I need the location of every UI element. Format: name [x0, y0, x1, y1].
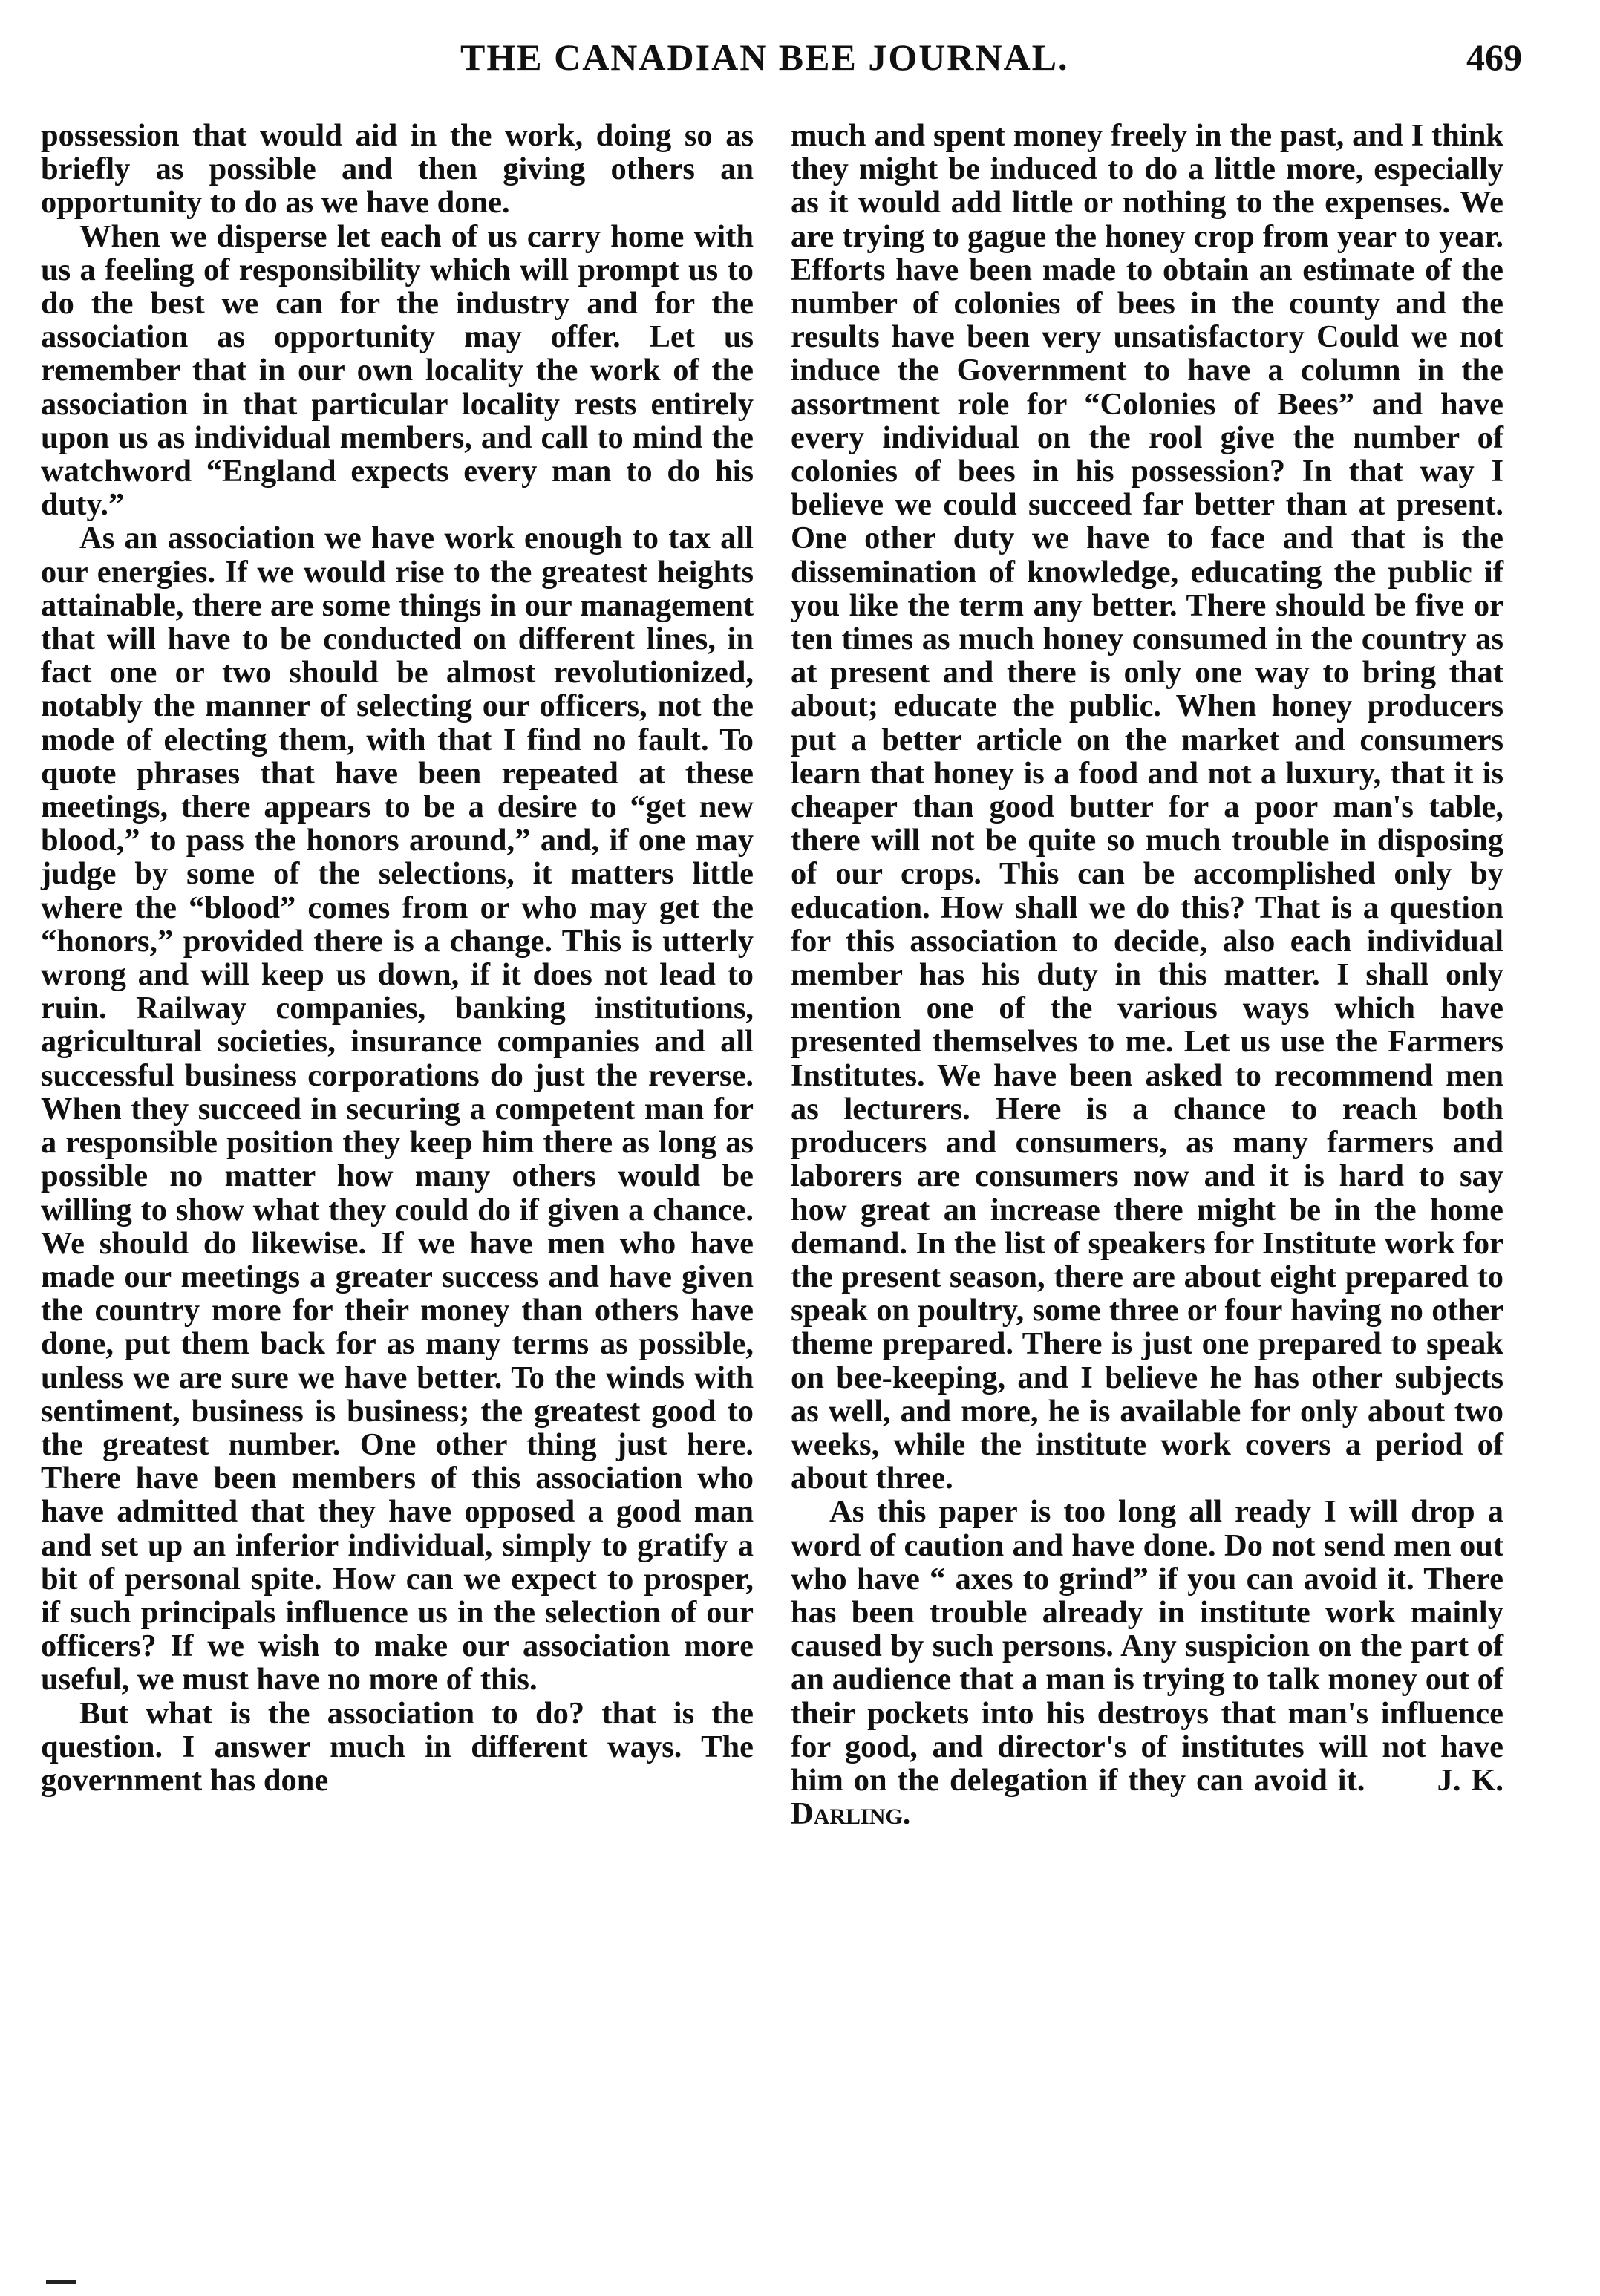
bottom-rule	[46, 2280, 76, 2284]
paragraph: possession that would aid in the work, doing so as briefly as possible and then giving others an opportunity to do as we have done.	[41, 118, 754, 221]
paragraph	[791, 1495, 1503, 1830]
left-column	[41, 119, 754, 1797]
author-signature: J. K. Darling.	[791, 1762, 1504, 1832]
right-column	[791, 119, 1503, 1830]
page-header	[45, 30, 1522, 82]
paragraph: When we disperse let each of us carry home with us a feeling of responsibility which will prompt us to do the best we can for the industry and for the association as opportunity may offer. Let us remember that in our own locality the work of the association in that particular locality rests entirely upon us as individual members, and call to mind the watchword “England expects every man to do his duty.”	[41, 218, 754, 523]
paragraph: much and spent money freely in the past, and I think they might be induced to do a little more, especially as it would add little or nothing to the expenses. We are trying to gague the honey crop from year to year. Efforts have been made to obtain an estimate of the number of colonies of bees in the county and the results have been very unsatisfactory Could we not induce the Government to have a column in the assortment role for “Colonies of Bees” and have every individual on the rool give the number of colonies of bees in his possession? In that way I believe we could succeed far better than at present. One other duty we have to face and that is the dissemination of knowledge, educating the public if you like the term any better. There should be five or ten times as much honey consumed in the country as at present and there is only one way to bring that about; educate the public. When honey producers put a better article on the market and consumers learn that honey is a food and not a luxury, that it is cheaper than good butter for a poor man's table, there will not be quite so much trouble in disposing of our crops. This can be accomplished only by education. How shall we do this? That is a question for this association to decide, also each individual member has his duty in this matter. I shall only mention one of the various ways which have presented themselves to me. Let us use the Farmers Institutes. We have been asked to recommend men as lecturers. Here is a chance to reach both producers and consumers, as many farmers and laborers are consumers now and it is hard to say how great an increase there might be in the home demand. In the list of speakers for Institute work for the present season, there are about eight prepared to speak on poultry, some three or four having no other theme prepared. There is just one prepared to speak on bee-keeping, and I believe he has other subjects as well, and more, he is available for only about two weeks, while the institute work covers a period of about three.	[791, 118, 1503, 1496]
paragraph: As an association we have work enough to tax all our energies. If we would rise to the greatest heights attainable, there are some things in our management that will have to be conducted on different lines, in fact one or two should be almost revolutionized, notably the manner of selecting our officers, not the mode of electing them, with that I find no fault. To quote phrases that have been repeated at these meetings, there appears to be a desire to “get new blood,” to pass the honors around,” and, if one may judge by some of the selections, it matters little where the “blood” comes from or who may get the “honors,” provided there is a change. This is utterly wrong and will keep us down, if it does not lead to ruin. Railway companies, banking institutions, agricultural societies, insurance companies and all successful business corporations do just the reverse. When they succeed in securing a competent man for a responsible position they keep him there as long as possible no matter how many others would be willing to show what they could do if given a chance. We should do likewise. If we have men who have made our meetings a greater success and have given the country more for their money than others have done, put them back for as many terms as possible, unless we are sure we have better. To the winds with sentiment, business is business; the greatest good to the greatest number. One other thing just here. There have been members of this association who have admitted that they have opposed a good man and set up an inferior individual, simply to gratify a bit of personal spite. How can we expect to prosper, if such principals influence us in the selection of our officers? If we wish to make our association more useful, we must have no more of this.	[41, 521, 754, 1697]
paragraph: But what is the association to do? that is the question. I answer much in different ways. The government has done	[41, 1695, 754, 1798]
journal-title: THE CANADIAN BEE JOURNAL.	[460, 36, 1069, 78]
paragraph-text: As this paper is too long all ready I will drop a word of caution and have done. Do not send men out who have “ axes to grind” if you can avoid it. There has been trouble already in institute work mainly caused by such persons. Any suspicion on the part of an audience that a man is trying to talk money out of their pockets into his destroys that man's influence for good, and director's of institutes will not have him on the delegation if they can avoid it.	[791, 1494, 1503, 1798]
page-number: 469	[1466, 36, 1522, 78]
